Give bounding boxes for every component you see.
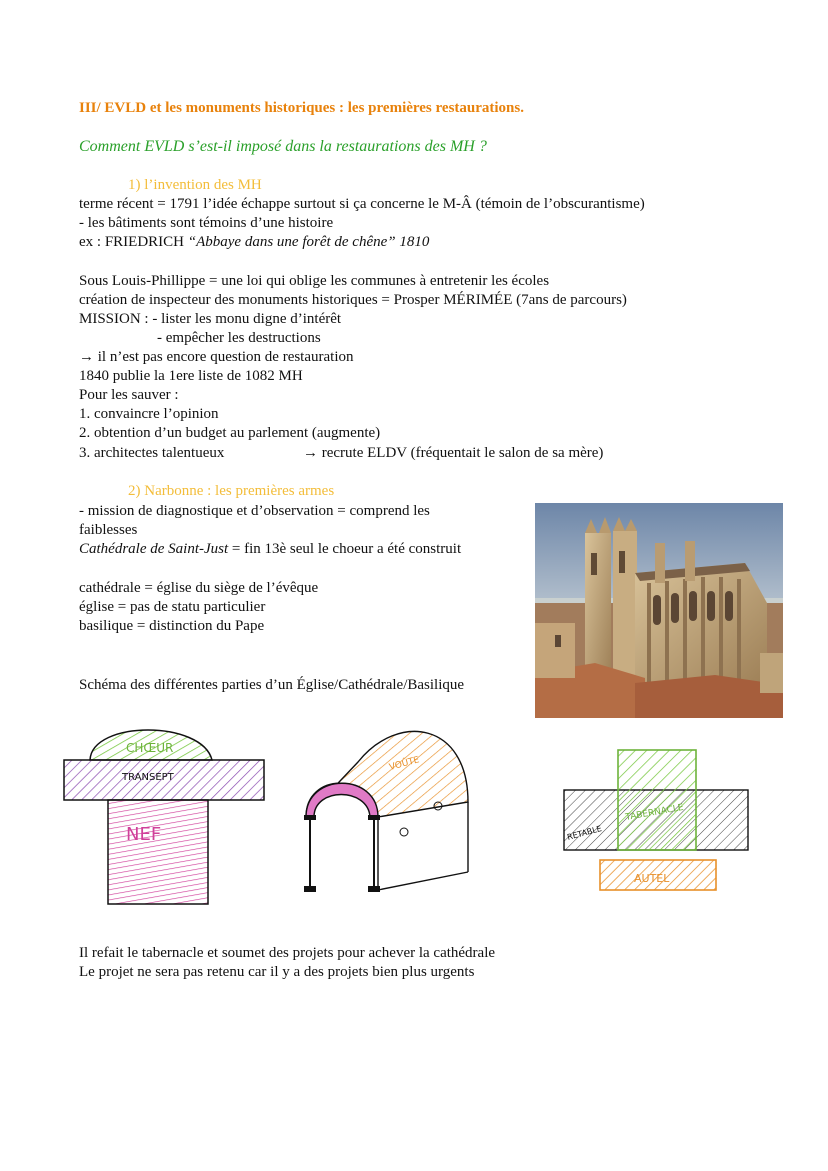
text-line: Pour les sauver : (79, 387, 179, 403)
label-tabernacle: TABERNACLE (624, 802, 685, 823)
arrow-note: → recrute ELDV (fréquentait le salon de sa mère) (303, 445, 604, 461)
church-plan-sketch (62, 720, 272, 910)
label-voute: VOÛTE (388, 755, 421, 773)
cathedral-line (79, 540, 461, 559)
text-line: 1840 publie la 1ere liste de 1082 MH (79, 368, 303, 384)
artwork-title: “Abbaye dans une forêt de chêne” 1810 (187, 234, 430, 250)
conclusion-line: Le projet ne sera pas retenu car il y a des projets bien plus urgents (79, 964, 475, 980)
cathedral-desc: = fin 13è seul le choeur a été construit (228, 541, 462, 557)
example-line (79, 233, 429, 252)
text-line: - empêcher les destructions (157, 330, 321, 346)
section-title: III/ EVLD et les monuments historiques : les premières restaurations. (79, 100, 524, 116)
text-line: → il n’est pas encore question de restauration (79, 349, 354, 365)
text-line: - les bâtiments sont témoins d’une histoire (79, 215, 334, 231)
part1-heading: 1) l’invention des MH (128, 177, 262, 193)
list-item: 1. convaincre l’opinion (79, 406, 219, 422)
label-choeur: CHŒUR (126, 741, 174, 755)
list-item: 2. obtention d’un budget au parlement (augmente) (79, 425, 381, 441)
list-item: 3. architectes talentueux (79, 445, 225, 461)
altar-sketch (560, 746, 756, 896)
text-line: création de inspecteur des monuments historiques = Prosper MÉRIMÉE (7ans de parcours) (79, 292, 627, 308)
vault-sketch (298, 722, 478, 898)
example-prefix: ex : FRIEDRICH (79, 234, 188, 250)
text-line: - mission de diagnostique et d’observation = comprend les (79, 503, 430, 519)
definition: basilique = distinction du Pape (79, 618, 265, 634)
text-line: terme récent = 1791 l’idée échappe surtout si ça concerne le M-Â (témoin de l’obscurantisme) (79, 196, 645, 212)
text-line: MISSION : - lister les monu digne d’intérêt (79, 311, 342, 327)
definition: cathédrale = église du siège de l’évêque (79, 580, 319, 596)
cathedral-name: Cathédrale de Saint-Just (79, 541, 229, 557)
text-line: faiblesses (79, 522, 138, 538)
cathedral-photo (535, 503, 783, 718)
label-nef: NEF (126, 824, 162, 845)
label-transept: TRANSEPT (122, 772, 174, 783)
text-line: Sous Louis-Phillippe = une loi qui oblige les communes à entretenir les écoles (79, 273, 550, 289)
conclusion-line: Il refait le tabernacle et soumet des projets pour achever la cathédrale (79, 945, 496, 961)
definition: église = pas de statu particulier (79, 599, 266, 615)
label-retable: RETABLE (566, 824, 603, 842)
schema-caption: Schéma des différentes parties d’un Église/Cathédrale/Basilique (79, 677, 465, 693)
section-question: Comment EVLD s’est-il imposé dans la restaurations des MH ? (79, 138, 487, 155)
part2-heading: 2) Narbonne : les premières armes (128, 483, 335, 499)
label-autel: AUTEL (634, 872, 670, 885)
